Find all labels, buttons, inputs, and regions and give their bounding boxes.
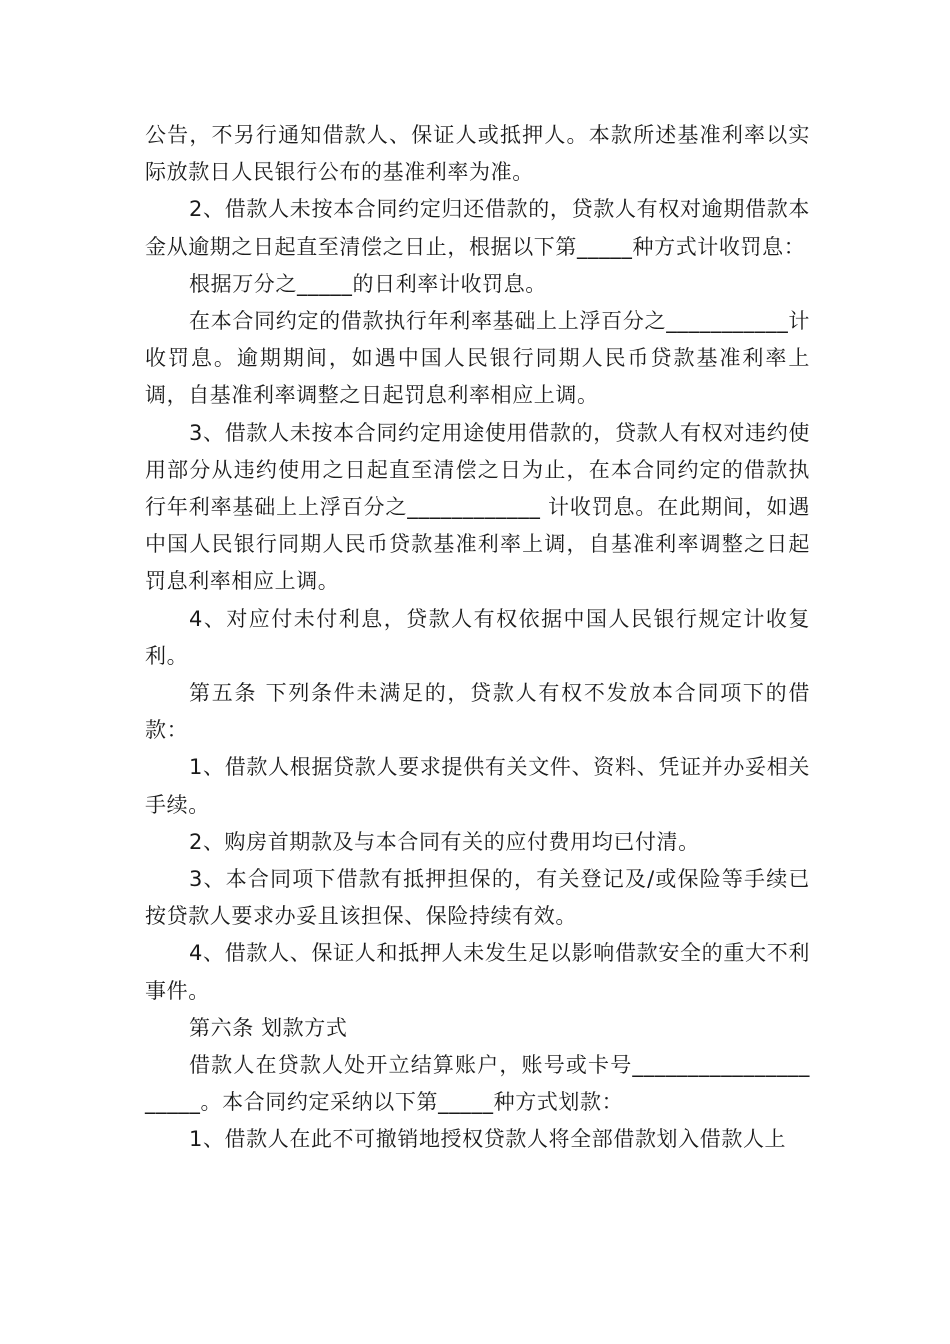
paragraph: 4、借款人、保证人和抵押人未发生足以影响借款安全的重大不利事件。 [145, 941, 810, 1003]
section-heading-article-6: 第六条 划款方式 [189, 1015, 348, 1040]
paragraph: 3、本合同项下借款有抵押担保的，有关登记及/或保险等手续已按贷款人要求办妥且该担保、保险持续有效。 [145, 867, 810, 929]
paragraph: 1、借款人根据贷款人要求提供有关文件、资料、凭证并办妥相关手续。 [145, 755, 810, 817]
paragraph: 1、借款人在此不可撤销地授权贷款人将全部借款划入借款人上 [189, 1127, 787, 1152]
paragraph: 根据万分之_____的日利率计收罚息。 [189, 271, 547, 296]
document-body [145, 117, 810, 1159]
paragraph: 2、借款人未按本合同约定归还借款的，贷款人有权对逾期借款本金从逾期之日起直至清偿之日止，根据以下第_____种方式计收罚息： [145, 197, 810, 259]
paragraph: 2、购房首期款及与本合同有关的应付费用均已付清。 [189, 829, 700, 854]
paragraph: 4、对应付未付利息，贷款人有权依据中国人民银行规定计收复利。 [145, 606, 810, 668]
paragraph: 借款人在贷款人处开立结算账户，账号或卡号________________ _____。本合同约定采纳以下第_____种方式划款： [145, 1053, 810, 1115]
paragraph: 在本合同约定的借款执行年利率基础上上浮百分之___________计收罚息。逾期期间，如遇中国人民银行同期人民币贷款基准利率上调，自基准利率调整之日起罚息利率相应上调。 [145, 309, 810, 408]
section-heading-article-5: 第五条 下列条件未满足的，贷款人有权不发放本合同项下的借款： [145, 681, 810, 743]
paragraph: 公告，不另行通知借款人、保证人或抵押人。本款所述基准利率以实际放款日人民银行公布的基准利率为准。 [145, 123, 810, 185]
paragraph: 3、借款人未按本合同约定用途使用借款的，贷款人有权对违约使用部分从违约使用之日起直至清偿之日为止，在本合同约定的借款执行年利率基础上上浮百分之____________ 计收罚息。在此期间，如遇中国人民银行同期人民币贷款基准利率上调，自基准利率调整之日起罚息利率相应上调。 [145, 420, 810, 594]
